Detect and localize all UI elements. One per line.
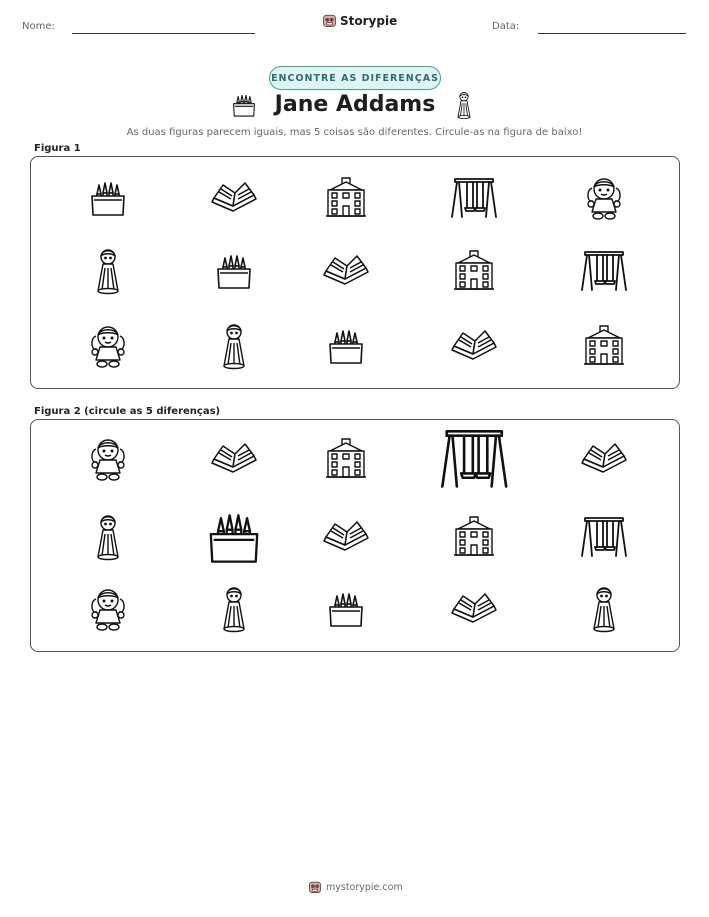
figure1-item-r1c2[interactable]	[209, 180, 259, 216]
wooden-doll-icon	[219, 584, 249, 634]
storypie-logo	[322, 13, 397, 28]
figure2-item-r1c4[interactable]	[438, 427, 511, 491]
rag-doll-icon	[86, 585, 130, 633]
figure2-item-r1c3[interactable]	[324, 437, 368, 481]
logo-text: Storypie	[340, 13, 398, 28]
figure2-item-r2c5[interactable]	[579, 515, 629, 559]
figure1-item-r3c3[interactable]	[326, 326, 366, 366]
book-icon	[321, 253, 371, 289]
wooden-doll-icon	[455, 90, 473, 120]
book-icon	[209, 441, 259, 477]
rag-doll-icon	[582, 174, 626, 222]
figure2-item-r1c1[interactable]	[86, 435, 130, 483]
book-icon	[321, 519, 371, 555]
swing-set-icon	[579, 249, 629, 293]
name-label: Nome:	[22, 21, 55, 32]
figure2-item-r2c3[interactable]	[321, 519, 371, 555]
storypie-mascot-icon	[322, 13, 337, 28]
figure1-item-r2c3[interactable]	[321, 253, 371, 289]
figure1-item-r1c5[interactable]	[582, 174, 626, 222]
name-field[interactable]	[72, 33, 255, 34]
crayons-icon	[326, 326, 366, 366]
figure1-item-r1c4[interactable]	[449, 176, 499, 220]
figure2-item-r3c4[interactable]	[449, 591, 499, 627]
figure1-item-r2c4[interactable]	[452, 249, 496, 293]
figure2-item-r3c5[interactable]	[589, 584, 619, 634]
figure1-item-r3c2[interactable]	[219, 321, 249, 371]
figure2-item-r2c2[interactable]	[205, 508, 263, 566]
book-icon	[449, 591, 499, 627]
activity-badge: ENCONTRE AS DIFERENÇAS	[269, 66, 441, 90]
figure2-item-r2c4[interactable]	[452, 515, 496, 559]
date-label: Data:	[492, 21, 520, 32]
footer	[308, 880, 403, 894]
crayons-icon	[231, 92, 257, 118]
page-title: Jane Addams	[274, 92, 436, 117]
wooden-doll-icon	[589, 584, 619, 634]
swing-set-icon	[449, 176, 499, 220]
school-building-icon	[452, 515, 496, 559]
figure2-item-r3c2[interactable]	[219, 584, 249, 634]
book-icon	[449, 328, 499, 364]
school-building-icon	[452, 249, 496, 293]
figure1-item-r2c1[interactable]	[93, 246, 123, 296]
figure1-item-r1c3[interactable]	[324, 176, 368, 220]
figure1-item-r3c5[interactable]	[582, 324, 626, 368]
figure2-label: Figura 2 (circule as 5 diferenças)	[34, 406, 221, 417]
school-building-icon	[582, 324, 626, 368]
book-icon	[579, 441, 629, 477]
crayons-icon	[326, 589, 366, 629]
rag-doll-icon	[86, 322, 130, 370]
wooden-doll-icon	[93, 246, 123, 296]
swing-set-icon	[579, 515, 629, 559]
crayons-icon	[205, 508, 263, 566]
crayons-icon	[88, 178, 128, 218]
figure2-item-r3c1[interactable]	[86, 585, 130, 633]
figure2-item-r1c5[interactable]	[579, 441, 629, 477]
figure2-item-r3c3[interactable]	[326, 589, 366, 629]
wooden-doll-icon	[93, 512, 123, 562]
wooden-doll-icon	[219, 321, 249, 371]
instructions: As duas figuras parecem iguais, mas 5 coisas são diferentes. Circule-as na figura de baixo!	[126, 127, 583, 138]
storypie-mascot-icon	[308, 880, 322, 894]
figure1-item-r3c4[interactable]	[449, 328, 499, 364]
swing-set-icon	[438, 427, 511, 491]
figure1-item-r1c1[interactable]	[88, 178, 128, 218]
school-building-icon	[324, 176, 368, 220]
date-field[interactable]	[538, 33, 686, 34]
school-building-icon	[324, 437, 368, 481]
figure1-item-r2c5[interactable]	[579, 249, 629, 293]
figure1-label: Figura 1	[34, 143, 81, 154]
footer-link[interactable]: mystorypie.com	[326, 881, 403, 893]
crayons-icon	[214, 251, 254, 291]
figure2-item-r1c2[interactable]	[209, 441, 259, 477]
figure1-item-r3c1[interactable]	[86, 322, 130, 370]
figure2-item-r2c1[interactable]	[93, 512, 123, 562]
book-icon	[209, 180, 259, 216]
rag-doll-icon	[86, 435, 130, 483]
figure1-item-r2c2[interactable]	[214, 251, 254, 291]
